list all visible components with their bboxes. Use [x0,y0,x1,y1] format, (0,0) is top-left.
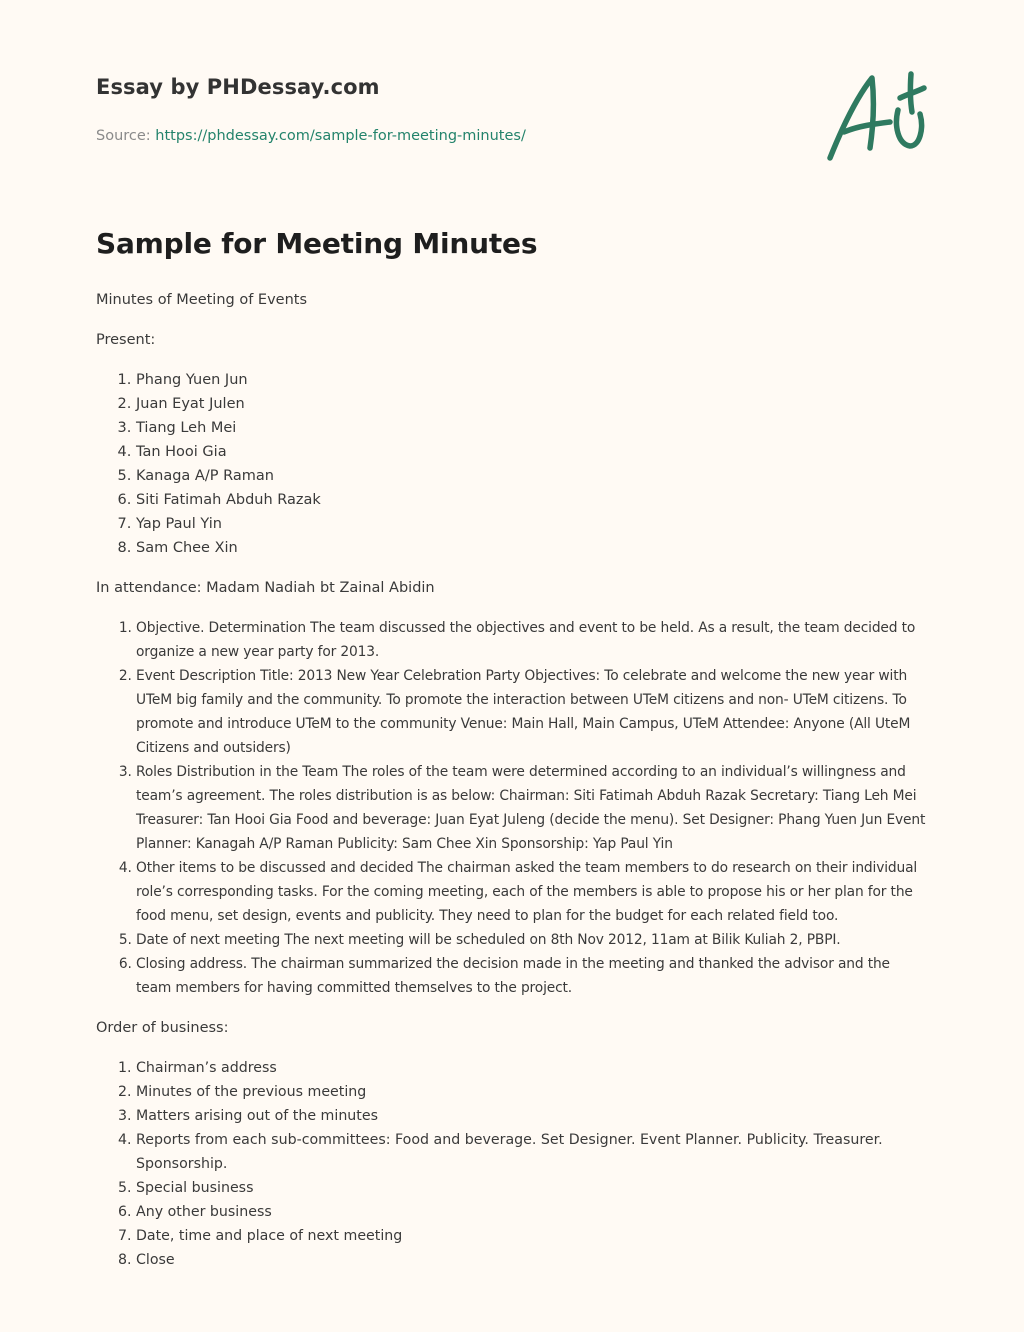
source-line [96,124,526,148]
list-item: 5. Special business [136,1176,928,1200]
present-label: Present: [96,332,156,348]
a-plus-grade-icon [824,66,928,166]
list-item: 6. Closing address. The chairman summarized the decision made in the meeting and thanked the advisor and the team members for having committed themselves to the project. [136,952,928,1000]
list-item: 1. Phang Yuen Jun [136,368,928,392]
list-item: 1. Chairman’s address [136,1056,928,1080]
list-item: 1. Objective. Determination The team discussed the objectives and event to be held. As a result, the team decided to organize a new year party for 2013. [136,616,928,664]
document-subtitle: Minutes of Meeting of Events [96,292,308,308]
list-item: 7. Date, time and place of next meeting [136,1224,928,1248]
list-item: 4. Reports from each sub-committees: Food and beverage. Set Designer. Event Planner. Publicity. Treasurer. Sponsorship. [136,1128,928,1176]
list-item: 4. Tan Hooi Gia [136,440,928,464]
list-item: 5. Kanaga A/P Raman [136,464,928,488]
list-item: 8. Close [136,1248,928,1272]
order-of-business-list [96,1056,928,1272]
list-item: 7. Yap Paul Yin [136,512,928,536]
minutes-list [96,616,928,1000]
page-header [96,0,928,200]
list-item: 5. Date of next meeting The next meeting will be scheduled on 8th Nov 2012, 11am at Bilik Kuliah 2, PBPI. [136,928,928,952]
list-item: 6. Any other business [136,1200,928,1224]
list-item: 6. Siti Fatimah Abduh Razak [136,488,928,512]
list-item: 3. Matters arising out of the minutes [136,1104,928,1128]
list-item: 3. Tiang Leh Mei [136,416,928,440]
brand-title: Essay by PHDessay.com [96,75,380,99]
attendance-line: In attendance: Madam Nadiah bt Zainal Abidin [96,580,435,596]
list-item: 4. Other items to be discussed and decided The chairman asked the team members to do research on their individual role’s corresponding tasks. For the coming meeting, each of the members is able to propose his or her plan for the food menu, set design, events and publicity. They need to plan for the budget for each related field too. [136,856,928,928]
list-item: 8. Sam Chee Xin [136,536,928,560]
source-link[interactable]: https://phdessay.com/sample-for-meeting-minutes/ [155,128,526,144]
order-of-business-label: Order of business: [96,1020,229,1036]
list-item: 3. Roles Distribution in the Team The roles of the team were determined according to an individual’s willingness and team’s agreement. The roles distribution is as below: Chairman: Siti Fatimah Abduh Razak Secretary: Tiang Leh Mei Treasurer: Tan Hooi Gia Food and beverage: Juan Eyat Juleng (decide the menu). Set Designer: Phang Yuen Jun Event Planner: Kanagah A/P Raman Publicity: Sam Chee Xin Sponsorship: Yap Paul Yin [136,760,928,856]
list-item: 2. Event Description Title: 2013 New Year Celebration Party Objectives: To celebrate and welcome the new year with UTeM big family and the community. To promote the interaction between UTeM citizens and non- UTeM citizens. To promote and introduce UTeM to the community Venue: Main Hall, Main Campus, UTeM Attendee: Anyone (All UteM Citizens and outsiders) [136,664,928,760]
list-item: 2. Minutes of the previous meeting [136,1080,928,1104]
list-item: 2. Juan Eyat Julen [136,392,928,416]
source-label: Source: [96,128,151,144]
page-title: Sample for Meeting Minutes [96,227,538,260]
present-list [96,368,928,560]
